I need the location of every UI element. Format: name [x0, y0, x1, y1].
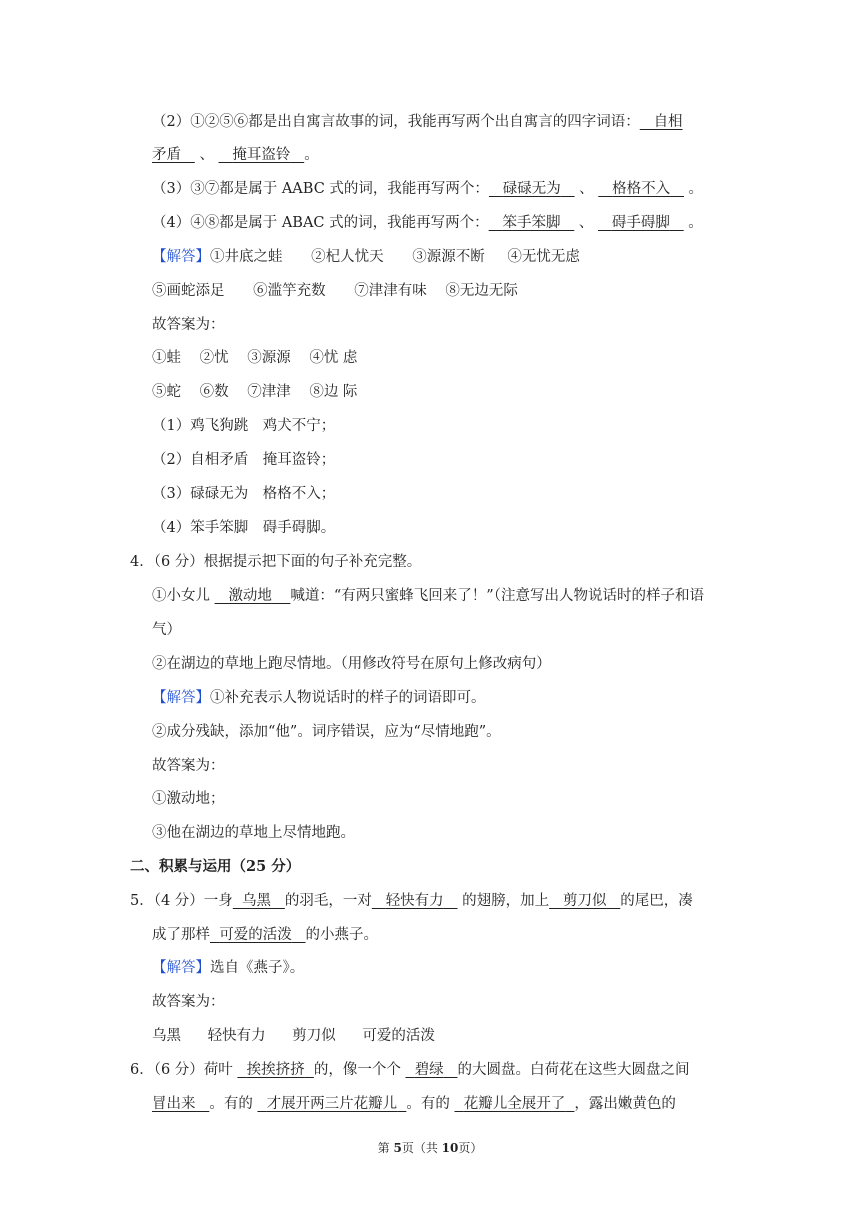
- q3-part3-answer1: 碌碌无为: [502, 181, 561, 197]
- q4-sentence1: ①小女儿 激动地 喊道：“有两只蜜蜂飞回来了！”（注意写出人物说话时的样子和语: [152, 588, 704, 604]
- q4-answer-intro: 故答案为：: [152, 758, 225, 774]
- q4-jieda2: ②成分残缺，添加“他”。词序错误，应为“尽情地跑”。: [152, 724, 501, 740]
- q3-answer-line2: （2）自相矛盾 掩耳盗铃；: [152, 452, 336, 468]
- q6-line2: 冒出来 。有的 才展开两三片花瓣儿 。有的 花瓣儿全展开了 ，露出嫩黄色的: [152, 1096, 676, 1112]
- page-number: 5: [393, 1141, 402, 1155]
- q3-part2-line2: 矛盾 、 掩耳盗铃 。: [152, 147, 319, 163]
- q3-part4-answer1: 笨手笨脚: [502, 215, 561, 231]
- q5-jieda: 【解答】选自《燕子》。: [152, 960, 305, 976]
- page-total: 10: [441, 1141, 459, 1155]
- page-footer: 第 5页（共 10页）: [377, 1141, 483, 1155]
- q4-answer2: ③他在湖边的草地上尽情地跑。: [152, 825, 355, 841]
- q5-answer-intro: 故答案为：: [152, 994, 225, 1010]
- jieda-tag: 【解答】: [152, 249, 210, 265]
- q4-jieda1: 【解答】①补充表示人物说话时的样子的词语即可。: [152, 690, 486, 706]
- q5-line2: 成了那样 可爱的活泼 的小燕子。: [152, 927, 379, 943]
- q3-answer-row1: ①蛙 ②忧 ③源源 ④忧 虑: [152, 350, 358, 366]
- q3-answer-line1: （1）鸡飞狗跳 鸡犬不宁；: [152, 418, 336, 434]
- q3-answer-row2: ⑤蛇 ⑥数 ⑦津津 ⑧边 际: [152, 384, 358, 400]
- q3-part2-answer1a: 自相: [653, 114, 683, 130]
- q3-part4-answer2: 碍手碍脚: [611, 215, 670, 231]
- q3-jieda-row1: 【解答】①井底之蛙 ②杞人忧天 ③源源不断 ④无忧无虑: [152, 249, 580, 265]
- q3-part2-answer2: 掩耳盗铃: [232, 147, 291, 163]
- q4-sentence1-wrap: 气）: [152, 622, 181, 638]
- q3-answer-line4: （4）笨手笨脚 碍手碍脚。: [152, 520, 336, 536]
- q4-title: 4．（6 分）根据提示把下面的句子补充完整。: [130, 554, 422, 570]
- q3-answer-line3: （3）碌碌无为 格格不入；: [152, 486, 336, 502]
- q3-part2-line1: [152, 112, 683, 132]
- q3-answer-intro: 故答案为：: [152, 317, 225, 333]
- q3-part2-answer1b: 矛盾: [152, 147, 181, 163]
- q3-jieda-row2: ⑤画蛇添足 ⑥滥竽充数 ⑦津津有味 ⑧无边无际: [152, 283, 518, 299]
- q3-part2-lead: （2）①②⑤⑥都是出自寓言故事的词，我能再写两个出自寓言的四字词语：: [152, 114, 640, 130]
- q4-sentence2: ②在湖边的草地上跑尽情地。（用修改符号在原句上修改病句）: [152, 656, 551, 672]
- section2-heading: 二、积累与运用（25 分）: [130, 858, 301, 875]
- q4-answer1: ①激动地；: [152, 791, 225, 807]
- q5-line1: 5．（4 分）一身 乌黑 的羽毛，一对 轻快有力 的翅膀，加上 剪刀似 的尾巴，凑: [130, 893, 693, 909]
- q3-part3-line: （3）③⑦都是属于 AABC 式的词，我能再写两个： 碌碌无为 、 格格不入 。: [152, 181, 704, 197]
- q6-line1: 6．（6 分）荷叶 挨挨挤挤 的，像一个个 碧绿 的大圆盘。白荷花在这些大圆盘之间: [130, 1062, 690, 1078]
- q3-part4-line: （4）④⑧都是属于 ABAC 式的词，我能再写两个： 笨手笨脚 、 碍手碍脚 。: [152, 215, 703, 231]
- q4-answer-blank: 激动地: [228, 588, 272, 604]
- q3-part3-answer2: 格格不入: [612, 181, 671, 197]
- q5-answers: 乌黑 轻快有力 剪刀似 可爱的活泼: [152, 1028, 435, 1044]
